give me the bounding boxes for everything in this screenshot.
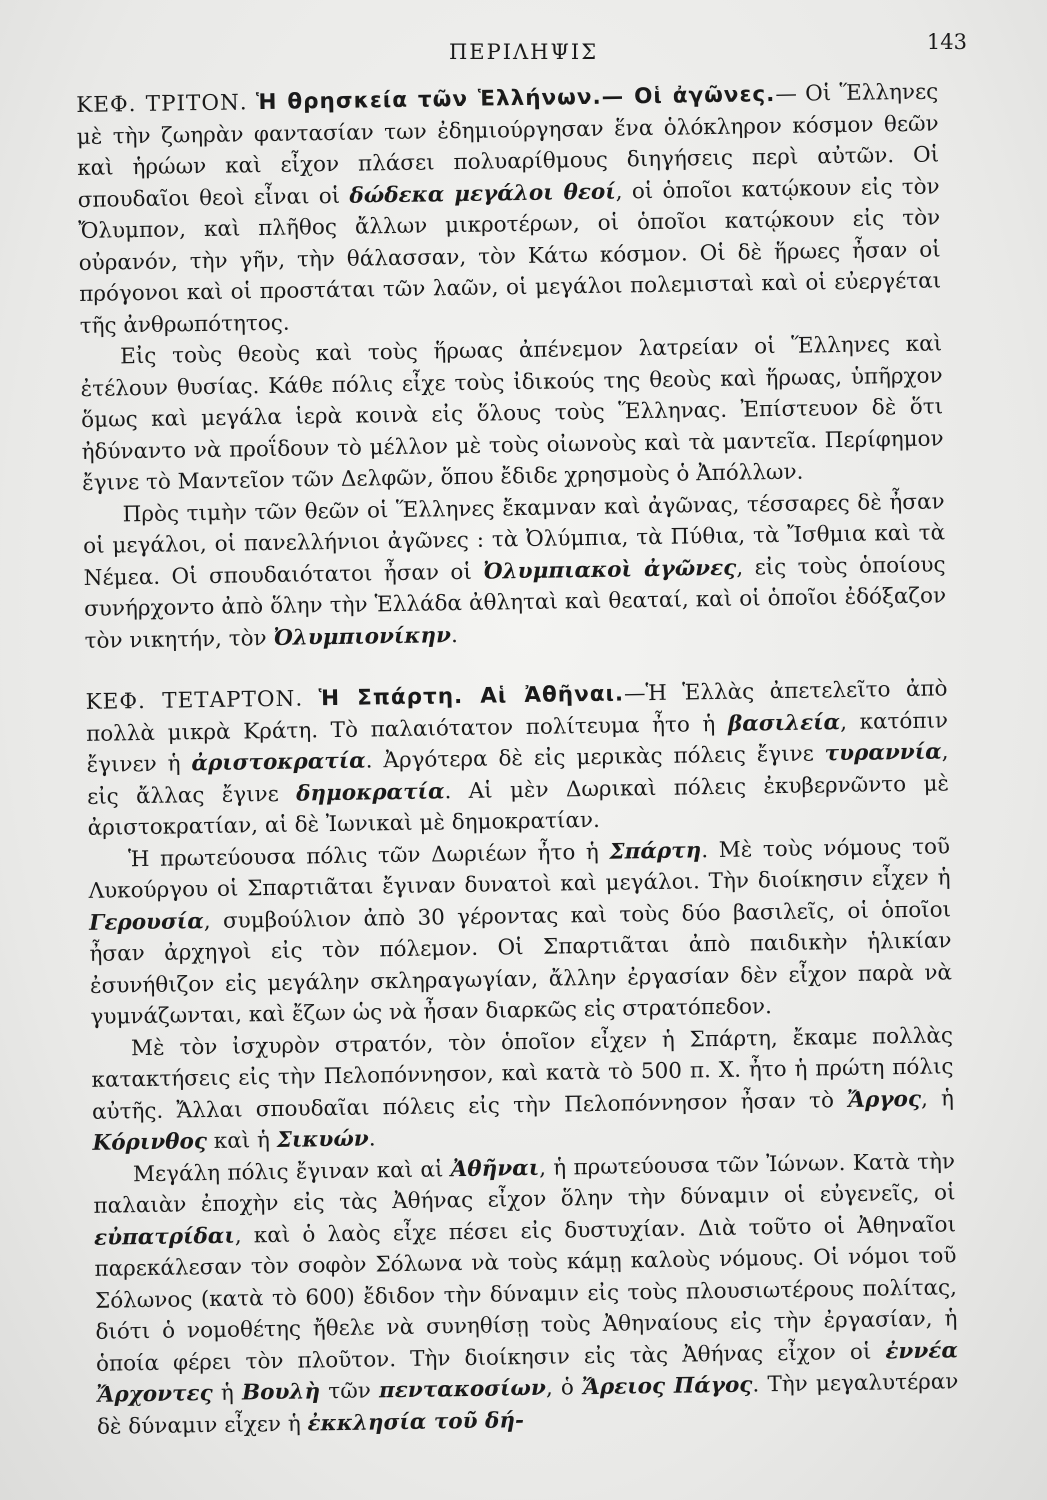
emphasis-term: Ἄργος [846,1086,922,1113]
text-run: καὶ ἡ [206,1127,277,1155]
chapter-3-paragraph-3 [82,486,946,657]
chapter-4-paragraph-2 [88,831,953,1034]
text-run: τῶν [319,1378,380,1405]
emphasis-term: Ὀλυμπιακοὶ ἀγῶνες [483,555,737,585]
text-run: , εἰς ἄλλας ἔγινε [86,739,949,810]
text-run: , καὶ ὁ λαὸς εἶχε πέσει εἰς δυστυχίαν. Διὰ τοῦτο οἱ Ἀθηναῖοι παρεκάλεσαν τὸν σοφὸν Σόλωνα νὰ τοὺς κάμῃ καλοὺς νόμους. Οἱ νόμοι τοῦ Σόλωνος (κατὰ τὸ 600) ἔδιδον τὴν δύναμιν εἰς τοὺς πλουσιωτέρους πολίτας, διότι ὁ νομοθέτης ἤθελε νὰ συνηθίσῃ τοὺς Ἀθηναίους εἰς τὴν ἐργασίαν, ἡ ὁποία φέρει τὸν πλοῦτον. Τὴν διοίκησιν εἰς τὰς Ἀθήνας εἶχον οἱ [94,1211,958,1377]
emphasis-term: δημοκρατία [295,778,445,807]
emphasis-term: Ἀθῆναι [450,1155,540,1182]
chapter-3-label: ΚΕΦ. ΤΡΙΤΟΝ. [76,90,248,118]
emphasis-term: Κόρινθος [92,1129,208,1156]
emphasis-term: Ὀλυμπιονίκην [273,622,452,651]
chapter-3-paragraph-1 [76,76,942,342]
text-run: Μὲ τὸν ἰσχυρὸν στρατόν, τὸν ὁποῖον εἶχεν ἡ Σπάρτη, ἔκαμε πολλὰς κατακτήσεις εἰς τὴν Πελοπόννησον, καὶ κατὰ τὸ 500 π. Χ. ἦτο ἡ πρώτη πόλις αὐτῆς. Ἄλλαι σπουδαῖαι πόλεις εἰς τὴν Πελοπόννησον ἦσαν τὸ [91,1022,954,1125]
emphasis-term: Ἄρειος Πάγος [581,1372,753,1401]
text-run: Πρὸς τιμὴν τῶν θεῶν οἱ Ἕλληνες ἔκαμναν καὶ ἀγῶνας, τέσσαρες δὲ ἦσαν οἱ μεγάλοι, οἱ πανελλήνιοι ἀγῶνες : τὰ Ὀλύμπια, τὰ Πύθια, τὰ Ἴσθμια καὶ τὰ Νέμεα. Οἱ σπουδαιότατοι ἦσαν οἱ [82,488,946,591]
text-run: . [368,1126,376,1152]
text-run: , ὁ [545,1375,583,1401]
emphasis-term: Σπάρτη [609,837,702,865]
emphasis-term: Γερουσία [88,908,204,936]
emphasis-term: ἐκκλησία τοῦ δή- [307,1407,525,1437]
chapter-4-title: Ἡ Σπάρτη. Αἱ Ἀθῆναι. [318,681,625,712]
emphasis-term: εὐπατρίδαι [93,1223,235,1251]
text-run: Μεγάλη πόλις ἔγιναν καὶ αἱ [132,1156,451,1187]
emphasis-term: βασιλεία [727,709,841,737]
text-run: . Τὴν μεγαλυτέραν δὲ δύναμιν εἶχεν ἡ [96,1369,959,1440]
text-run: . [450,622,459,648]
text-run: . Ἀργότερα δὲ εἰς μερικὰς πόλεις ἔγινε [365,741,825,774]
chapter-3-title: Ἡ θρησκεία τῶν Ἑλλήνων.— Οἱ ἀγῶνες. [255,82,776,116]
page-number: 143 [926,30,967,54]
emphasis-term: Βουλὴ [241,1379,321,1406]
text-run: —Ἡ Ἑλλὰς ἀπετελεῖτο ἀπὸ πολλὰ μικρὰ Κράτη. Τὸ παλαιότατον πολίτευμα ἦτο ἡ [85,676,948,747]
text-run: ἡ [212,1380,243,1407]
text-run: , οἱ ὁποῖοι κατῴκουν εἰς τὸν Ὄλυμπον, καὶ πλῆθος ἄλλων μικροτέρων, οἱ ὁποῖοι κατῴκουν εἰς τὸν οὐρανόν, τὴν γῆν, τὴν θάλασσαν, τὸν Κάτω κόσμον. Οἱ δὲ ἥρωες ἦσαν οἱ πρόγονοι καὶ οἱ προστάται τῶν λαῶν, οἱ μεγάλοι πολεμισταὶ καὶ οἱ εὐεργέται τῆς ἀνθρωπότητος. [78,173,942,339]
emphasis-term: ἐννέα Ἄρχοντες [96,1337,959,1408]
text-run: — Οἱ Ἕλληνες μὲ τὴν ζωηρὰν φαντασίαν των ἐδημιούργησαν ἕνα ὁλόκληρον κόσμον θεῶν καὶ ἡρώων καὶ εἶχον πλάσει πολυαρίθμους διηγήσεις περὶ αὐτῶν. Οἱ σπουδαῖοι θεοὶ εἶναι οἱ [76,79,940,213]
text-run: , συμβούλιον ἀπὸ 30 γέροντας καὶ τοὺς δύο βασιλεῖς, οἱ ὁποῖοι ἦσαν ἀρχηγοὶ εἰς τὸν πόλεμον. Οἱ Σπαρτιᾶται ἀπὸ παιδικὴν ἡλικίαν ἐσυνήθιζον εἰς μεγάλην σκληραγωγίαν, ἄλλην ἐργασίαν δὲν εἶχον παρὰ νὰ γυμνάζωνται, καὶ ἔζων ὡς νὰ ἦσαν διαρκῶς εἰς στρατόπεδον. [89,896,953,1030]
text-run: , ἡ [920,1085,955,1112]
emphasis-term: ἀριστοκρατία [191,748,366,777]
emphasis-term: πεντακοσίων [378,1375,547,1404]
chapter-4-paragraph-1 [85,673,949,844]
chapter-4-paragraph-4 [93,1146,959,1443]
emphasis-term: Σικυών [276,1126,369,1153]
text-run: Ἡ πρωτεύουσα πόλις τῶν Δωριέων ἦτο ἡ [127,839,610,872]
body-text [76,76,959,1442]
emphasis-term: δώδεκα μεγάλοι θεοί [349,179,616,209]
text-run: , κατόπιν ἔγινεν ἡ [86,707,949,778]
running-head: ΠΕΡΙΛΗΨΙΣ [448,40,599,64]
text-run: , εἰς τοὺς ὁποίους συνήρχοντο ἀπὸ ὅλην τὴν Ἑλλάδα ἀθληταὶ καὶ θεαταί, καὶ οἱ ὁποῖοι ἐδόξαζον τὸν νικητήν, τὸν [83,551,947,654]
text-run: . Αἱ μὲν Δωρικαὶ πόλεις ἐκυβερνῶντο μὲ ἀριστοκρατίαν, αἱ δὲ Ἰωνικαὶ μὲ δημοκρατίαν. [87,770,950,841]
text-run: . Μὲ τοὺς νόμους τοῦ Λυκούργου οἱ Σπαρτιᾶται ἔγιναν δυνατοὶ καὶ μεγάλοι. Τὴν διοίκησιν εἶχεν ἡ [88,833,951,904]
chapter-4-label: ΚΕΦ. ΤΕΤΑΡΤΟΝ. [85,686,304,715]
emphasis-term: τυραννία [824,739,942,767]
chapter-4-paragraph-3 [91,1020,955,1160]
text-run: , ἡ πρωτεύουσα τῶν Ἰώνων. Κατὰ τὴν παλαιὰν ἐποχὴν εἰς τὰς Ἀθήνας εἶχον ὅλην τὴν δύναμιν οἱ εὐγενεῖς, οἱ [93,1148,956,1219]
chapter-3-paragraph-2: Εἰς τοὺς θεοὺς καὶ τοὺς ἥρωας ἀπένεμον λατρείαν οἱ Ἕλληνες καὶ ἐτέλουν θυσίας. Κάθε πόλις εἶχε τοὺς ἰδικούς της θεοὺς καὶ ἥρωας, ὑπῆρχον ὅμως καὶ μεγάλα ἱερὰ κοινὰ εἰς ὅλους τοὺς Ἕλληνας. Ἐπίστευον δὲ ὅτι ἠδύναντο νὰ προΐδουν τὸ μέλλον μὲ τοὺς οἰωνοὺς καὶ τὰ μαντεῖα. Περίφημον ἔγινε τὸ Μαντεῖον τῶν Δελφῶν, ὅπου ἔδιδε χρησμοὺς ὁ Ἀπόλλων. [80,331,944,496]
